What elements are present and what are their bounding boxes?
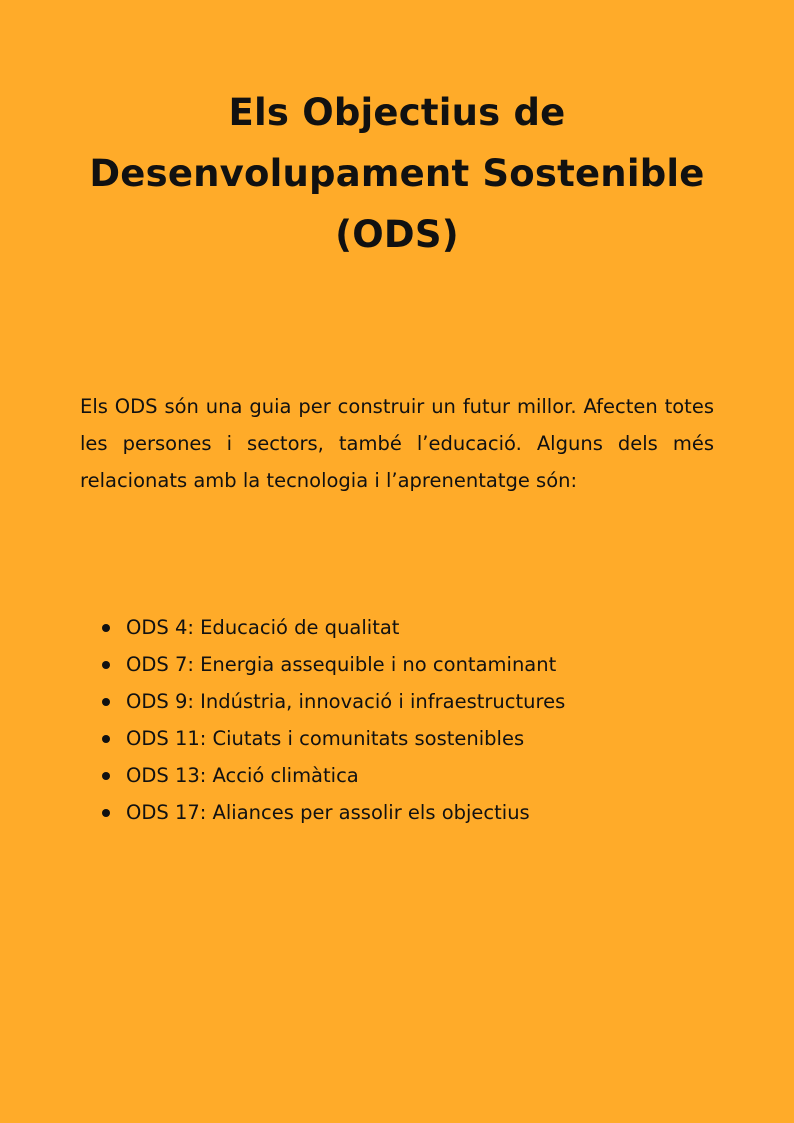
ods-list: [100, 609, 565, 831]
list-item-text: ODS 13: Acció climàtica: [126, 764, 359, 787]
list-item: [100, 646, 565, 683]
list-item: [100, 609, 565, 646]
list-item-text: ODS 17: Aliances per assolir els objectius: [126, 801, 530, 824]
list-item-text: ODS 9: Indústria, innovació i infraestructures: [126, 690, 566, 713]
list-item-text: ODS 4: Educació de qualitat: [126, 616, 400, 639]
title-line-2: Desenvolupament Sostenible: [89, 152, 705, 195]
title-line-3: (ODS): [335, 213, 459, 256]
title-line-1: Els Objectius de: [228, 91, 566, 134]
bullet-icon: [102, 624, 110, 632]
bullet-icon: [102, 661, 110, 669]
list-item-text: ODS 11: Ciutats i comunitats sostenibles: [126, 727, 525, 750]
bullet-icon: [102, 809, 110, 817]
list-item: [100, 794, 565, 831]
intro-paragraph: Els ODS són una guia per construir un futur millor. Afecten totes les persones i sectors, també l’educació. Alguns dels més relacionats amb la tecnologia i l’aprenentatge són:: [80, 395, 714, 492]
list-item: [100, 683, 565, 720]
page-title: [40, 82, 754, 265]
list-item: [100, 720, 565, 757]
list-item-text: ODS 7: Energia assequible i no contaminant: [126, 653, 557, 676]
bullet-icon: [102, 735, 110, 743]
bullet-icon: [102, 698, 110, 706]
bullet-icon: [102, 772, 110, 780]
list-item: [100, 757, 565, 794]
